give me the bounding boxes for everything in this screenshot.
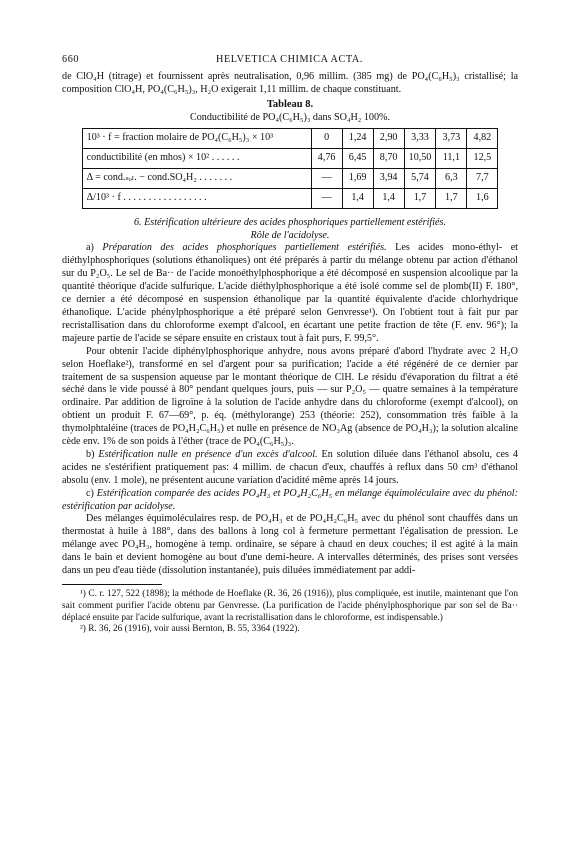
table-row bbox=[82, 168, 498, 188]
table-cell: 0 bbox=[311, 128, 342, 148]
table-cell: — bbox=[311, 168, 342, 188]
journal-title: HELVETICA CHIMICA ACTA. bbox=[215, 54, 364, 65]
table-cell: 4,76 bbox=[311, 148, 342, 168]
page-number: 660 bbox=[62, 54, 80, 65]
section-title: 6. Estérification ultérieure des acides phosphoriques partiellement estérifiés. bbox=[133, 216, 447, 228]
paragraph-c-heading bbox=[62, 488, 518, 514]
table-cell: 3,33 bbox=[404, 128, 436, 148]
table-title: Tableau 8. bbox=[266, 98, 314, 110]
table-cell: 3,94 bbox=[373, 168, 404, 188]
section-subtitle: Rôle de l'acidolyse. bbox=[250, 229, 330, 241]
table-cell: 1,4 bbox=[342, 188, 373, 208]
table-cell: 1,4 bbox=[373, 188, 404, 208]
table-cell: 1,6 bbox=[467, 188, 498, 208]
para-a-title: Préparation des acides phosphoriques partiellement estérifiés. bbox=[102, 242, 387, 254]
table-cell: 6,3 bbox=[436, 168, 467, 188]
table-cell: 3,73 bbox=[436, 128, 467, 148]
paragraph-a bbox=[62, 242, 518, 345]
table-cell: 10,50 bbox=[404, 148, 436, 168]
footnote-2: ²) R. 36, 26 (1916), voir aussi Bernton, B. 55, 3364 (1922). bbox=[80, 624, 300, 635]
table-cell: 11,1 bbox=[436, 148, 467, 168]
table-cell: 4,82 bbox=[467, 128, 498, 148]
intro-paragraph: de ClO₄H (titrage) et fournissent après neutralisation, 0,96 millim. (385 mg) de PO₄(C₆H₅)₃ cristallisé; la composition ClO₄H, PO₄(C₆H₅)₃, H₂O exigerait 1,11 millim. de chaque constituant. bbox=[62, 71, 518, 95]
row-label: 10³ · f = fraction molaire de PO₄(C₆H₅)₃ × 10³ bbox=[82, 128, 311, 148]
table-cell: 1,7 bbox=[436, 188, 467, 208]
row-label: conductibilité (en mhos) × 10² . . . . . . bbox=[82, 148, 311, 168]
footnote-divider bbox=[62, 584, 162, 585]
table-cell: 7,7 bbox=[467, 168, 498, 188]
footnote-1: ¹) C. r. 127, 522 (1898); la méthode de Hoeflake (R. 36, 26 (1916)), plus compliquée, est inutile, maintenant que l'on sait comment purifier l'acide obtenu par Genvresse. (La purification de l'acide phénylphosphorique par son sel de Ba·· déplacé ensuite par l'acide sulfurique, avant la recristallisation dans le chloroforme, est indispensable.) bbox=[62, 589, 518, 623]
table-row bbox=[82, 188, 498, 208]
table-cell: 6,45 bbox=[342, 148, 373, 168]
paragraph-b bbox=[62, 449, 518, 488]
table-cell: 1,24 bbox=[342, 128, 373, 148]
article-body bbox=[62, 71, 518, 636]
para-a-label: a) bbox=[86, 242, 103, 254]
row-label: Δ = cond.ₛₒₗ. − cond.SO₄H₂ . . . . . . . bbox=[82, 168, 311, 188]
table-cell: 12,5 bbox=[467, 148, 498, 168]
para-b-title: Estérification nulle en présence d'un excès d'alcool. bbox=[98, 448, 318, 460]
para-c-label: c) bbox=[86, 487, 97, 499]
para-a-text: Les acides mono-éthyl- et diéthylphosphoriques (solutions éthanoliques) ont été préparés à partir du mélange obtenu par action d'éthanol sur du P₂O₅. Le sel de Ba·· de l'acide monoéthylphosphorique a été décomposé en suspension alcoolique par la quantité théorique d'acide sulfurique. L'acide diéthylphosphorique a été isolé comme sel de plomb(II) F. 180°, ce dernier a été décomposé en suspension éthanolique par la quantité équivalente d'acide chlorhydrique éthanolique. L'acide phénylphosphorique a été préparé selon Genvresse¹). On l'obtient tout à fait pur par recristallisation dans du chloroforme exempt d'alcool, en écartant une petite fraction de tête (F. env. 96°); la majeure partie de l'acide se sépare ensuite en cristaux tout à fait purs, F. 99,5°. bbox=[62, 242, 518, 344]
footnotes bbox=[62, 589, 518, 636]
table-cell: 5,74 bbox=[404, 168, 436, 188]
table-cell: 1,7 bbox=[404, 188, 436, 208]
para-c-title: Estérification comparée des acides PO₄H₃ et PO₄H₂C₆H₅ en mélange équimoléculaire avec du phénol: estérification par acidolyse. bbox=[62, 487, 518, 512]
table-cell: — bbox=[311, 188, 342, 208]
paragraph-c: Des mélanges équimoléculaires resp. de PO₄H₃ et de PO₄H₂C₆H₅ avec du phénol sont chauffés dans un thermostat à huile à 188°, dans des ballons à long col à fermeture permettant l'égalisation de pression. Le mélange avec PO₄H₃, homogène à temp. ordinaire, se sépare à chaud en deux couches; il est agité à la main dans le bain et devient homogène au bout d'une demi-heure. A intervalles déterminés, des prises sont versées dans un peu d'eau tiède (dissolution instantanée), puis diluées immédiatement par addi- bbox=[62, 513, 518, 577]
row-label: Δ/10³ · f . . . . . . . . . . . . . . . . . bbox=[82, 188, 311, 208]
paragraph-diphenyl: Pour obtenir l'acide diphénylphosphorique anhydre, nous avons préparé d'abord l'hydrate avec 2 H₂O selon Hoeflake²), transformé en sel d'argent pour sa purification; l'acide a été régénéré de ce dernier par traitement de sa suspension aqueuse par le montant théorique de ClH. Le résidu d'évaporation du filtrat a été séché dans le vide poussé à 80° pendant quelques jours, puis — sur P₂O₅ — quatre semaines à la température ordinaire. Par addition de ligroïne à la solution de l'acide anhydre dans du chloroforme (exempt d'alcool), on obtient un produit F. 67—69°, p. éq. (méthylorange) 253 (théorie: 252), consommation très faible à la thymolphtaléine (traces de PO₄H₂C₆H₅) et nulle en présence de NO₃Ag (absence de PO₄H₃); la solution alcaline cède env. 1% de son poids à l'éther (trace de PO₄(C₆H₅)₃. bbox=[62, 345, 518, 448]
para-b-text: En solution diluée dans l'éthanol absolu, ces 4 acides ne s'estérifient pratiquement pas: 4 millim. de chacun d'eux, chauffés à reflux dans 50 cm³ d'éthanol absolu (env. 1 mole), ne présentent aucune variation d'acidité même après 14 jours. bbox=[62, 448, 518, 486]
table-cell: 1,69 bbox=[342, 168, 373, 188]
table-cell: 8,70 bbox=[373, 148, 404, 168]
table-row bbox=[82, 148, 498, 168]
table-row bbox=[82, 128, 498, 148]
table-caption: Conductibilité de PO₄(C₆H₅)₃ dans SO₄H₂ 100%. bbox=[189, 111, 391, 123]
table-cell: 2,90 bbox=[373, 128, 404, 148]
conductivity-table bbox=[82, 128, 499, 209]
para-b-label: b) bbox=[86, 448, 99, 460]
